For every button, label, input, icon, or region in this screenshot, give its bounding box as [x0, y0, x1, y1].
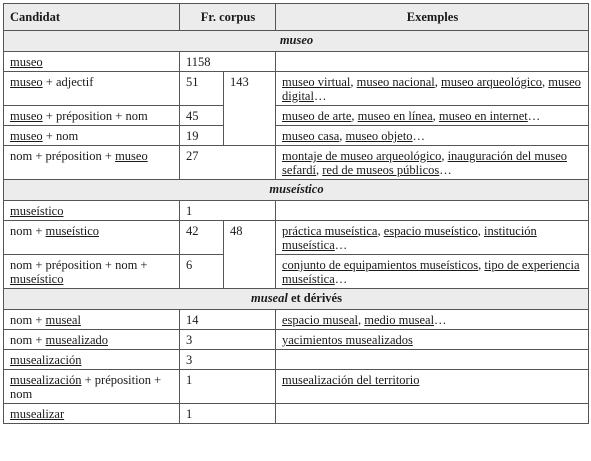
term-underlined: museo	[10, 75, 43, 89]
table-row	[4, 330, 589, 350]
frequency-cell: 27	[180, 146, 276, 180]
term-text: nom +	[10, 224, 46, 238]
term-text: ,	[542, 75, 549, 89]
examples-cell	[276, 310, 589, 330]
term-underlined: musealizado	[45, 333, 109, 347]
term-underlined: museo en línea	[357, 109, 433, 123]
term-text: ,	[478, 258, 485, 272]
candidate-cell	[4, 52, 180, 72]
section-title: museal	[251, 291, 288, 305]
frequency-cell: 19	[180, 126, 224, 146]
term-text: ,	[351, 109, 358, 123]
section-header-museo	[4, 31, 589, 52]
term-underlined: espacio museal	[282, 313, 359, 327]
term-text: nom + préposition + nom +	[10, 258, 148, 272]
term-underlined: yacimientos musealizados	[282, 333, 413, 347]
term-text: ,	[434, 75, 441, 89]
term-underlined: inauguración del museo sefardí	[282, 149, 567, 177]
term-text: + nom	[42, 129, 79, 143]
term-underlined: museo de arte	[282, 109, 352, 123]
term-text: …	[334, 272, 348, 286]
table-row	[4, 106, 589, 126]
examples-cell	[276, 350, 589, 370]
term-underlined: tipo de experiencia museística	[282, 258, 580, 286]
frequency-cell: 1	[180, 404, 276, 424]
term-text: nom + préposition +	[10, 149, 116, 163]
frequency-cell: 3	[180, 350, 276, 370]
term-text: ,	[432, 109, 439, 123]
table-row	[4, 52, 589, 72]
term-underlined: espacio museístico	[383, 224, 478, 238]
candidate-cell	[4, 126, 180, 146]
frequency-cell: 14	[180, 310, 276, 330]
examples-cell	[276, 106, 589, 126]
frequency-cell: 6	[180, 255, 224, 289]
term-underlined: museo virtual	[282, 75, 351, 89]
examples-cell	[276, 370, 589, 404]
term-text: …	[434, 313, 447, 327]
collocation-table	[3, 3, 589, 424]
table-row	[4, 221, 589, 255]
examples-cell	[276, 330, 589, 350]
candidate-cell	[4, 106, 180, 126]
term-underlined: musealización	[10, 353, 82, 367]
term-underlined: musealizar	[10, 407, 65, 421]
term-underlined: museal	[45, 313, 81, 327]
section-header-museal: museal et dérivés	[4, 289, 589, 310]
table-container	[3, 3, 589, 424]
header-examples: Exemples	[276, 4, 589, 31]
header-row	[4, 4, 589, 31]
frequency-cell: 42	[180, 221, 224, 255]
term-text: …	[527, 109, 541, 123]
candidate-cell	[4, 370, 180, 404]
term-text: ,	[358, 313, 365, 327]
term-underlined: musealización	[10, 373, 82, 387]
term-underlined: museístico	[10, 272, 64, 286]
term-underlined: museo	[115, 149, 148, 163]
candidate-cell	[4, 350, 180, 370]
term-text: + préposition + nom	[42, 109, 148, 123]
examples-cell	[276, 255, 589, 289]
section-header-museistico	[4, 180, 589, 201]
term-underlined: red de museos públicos	[322, 163, 440, 177]
term-underlined: práctica museística	[282, 224, 378, 238]
group-total-cell: 48	[224, 221, 276, 289]
term-underlined: musealización del territorio	[282, 373, 420, 387]
term-underlined: institución museística	[282, 224, 537, 252]
table-row	[4, 310, 589, 330]
term-text: …	[334, 238, 348, 252]
candidate-cell	[4, 310, 180, 330]
term-text: ,	[316, 163, 323, 177]
table-row	[4, 404, 589, 424]
header-frequency: Fr. corpus	[180, 4, 276, 31]
term-underlined: museo objeto	[345, 129, 413, 143]
term-underlined: museo	[10, 129, 43, 143]
examples-cell	[276, 146, 589, 180]
section-title: museo	[279, 33, 314, 47]
term-underlined: museístico	[10, 204, 64, 218]
candidate-cell	[4, 330, 180, 350]
candidate-cell	[4, 72, 180, 106]
term-underlined: museo	[10, 109, 43, 123]
term-underlined: conjunto de equipamientos museísticos	[282, 258, 479, 272]
frequency-cell: 3	[180, 330, 276, 350]
table-row	[4, 370, 589, 404]
term-underlined: museo digital	[282, 75, 581, 103]
candidate-cell	[4, 404, 180, 424]
term-text: ,	[377, 224, 384, 238]
section-title: museístico	[269, 182, 324, 196]
table-row	[4, 72, 589, 106]
group-total-cell: 143	[224, 72, 276, 146]
table-row	[4, 126, 589, 146]
term-text: nom +	[10, 313, 46, 327]
term-text: …	[412, 129, 426, 143]
frequency-cell: 1	[180, 201, 276, 221]
table-row	[4, 255, 589, 289]
term-underlined: museo en internet	[438, 109, 528, 123]
term-underlined: montaje de museo arqueológico	[282, 149, 442, 163]
frequency-cell: 45	[180, 106, 224, 126]
term-text: nom +	[10, 333, 46, 347]
candidate-cell	[4, 255, 180, 289]
term-text: ,	[339, 129, 346, 143]
term-text: ,	[350, 75, 357, 89]
term-text: ,	[477, 224, 485, 238]
frequency-cell: 1	[180, 370, 276, 404]
header-candidat: Candidat	[4, 4, 180, 31]
examples-cell	[276, 126, 589, 146]
term-text: …	[439, 163, 452, 177]
term-text: …	[313, 89, 327, 103]
candidate-cell	[4, 221, 180, 255]
examples-cell	[276, 52, 589, 72]
examples-cell	[276, 201, 589, 221]
term-underlined: museo	[10, 55, 43, 69]
candidate-cell	[4, 201, 180, 221]
candidate-cell	[4, 146, 180, 180]
term-text: + adjectif	[42, 75, 94, 89]
term-text: ,	[441, 149, 448, 163]
table-row	[4, 201, 589, 221]
term-underlined: museístico	[45, 224, 99, 238]
table-row	[4, 350, 589, 370]
term-text: + préposition + nom	[10, 373, 162, 401]
frequency-cell: 51	[180, 72, 224, 106]
term-underlined: museo nacional	[356, 75, 435, 89]
examples-cell	[276, 221, 589, 255]
term-underlined: museo casa	[282, 129, 340, 143]
frequency-cell: 1158	[180, 52, 276, 72]
table-row	[4, 146, 589, 180]
term-underlined: museo arqueológico	[441, 75, 543, 89]
examples-cell	[276, 404, 589, 424]
examples-cell	[276, 72, 589, 106]
term-underlined: medio museal	[364, 313, 435, 327]
